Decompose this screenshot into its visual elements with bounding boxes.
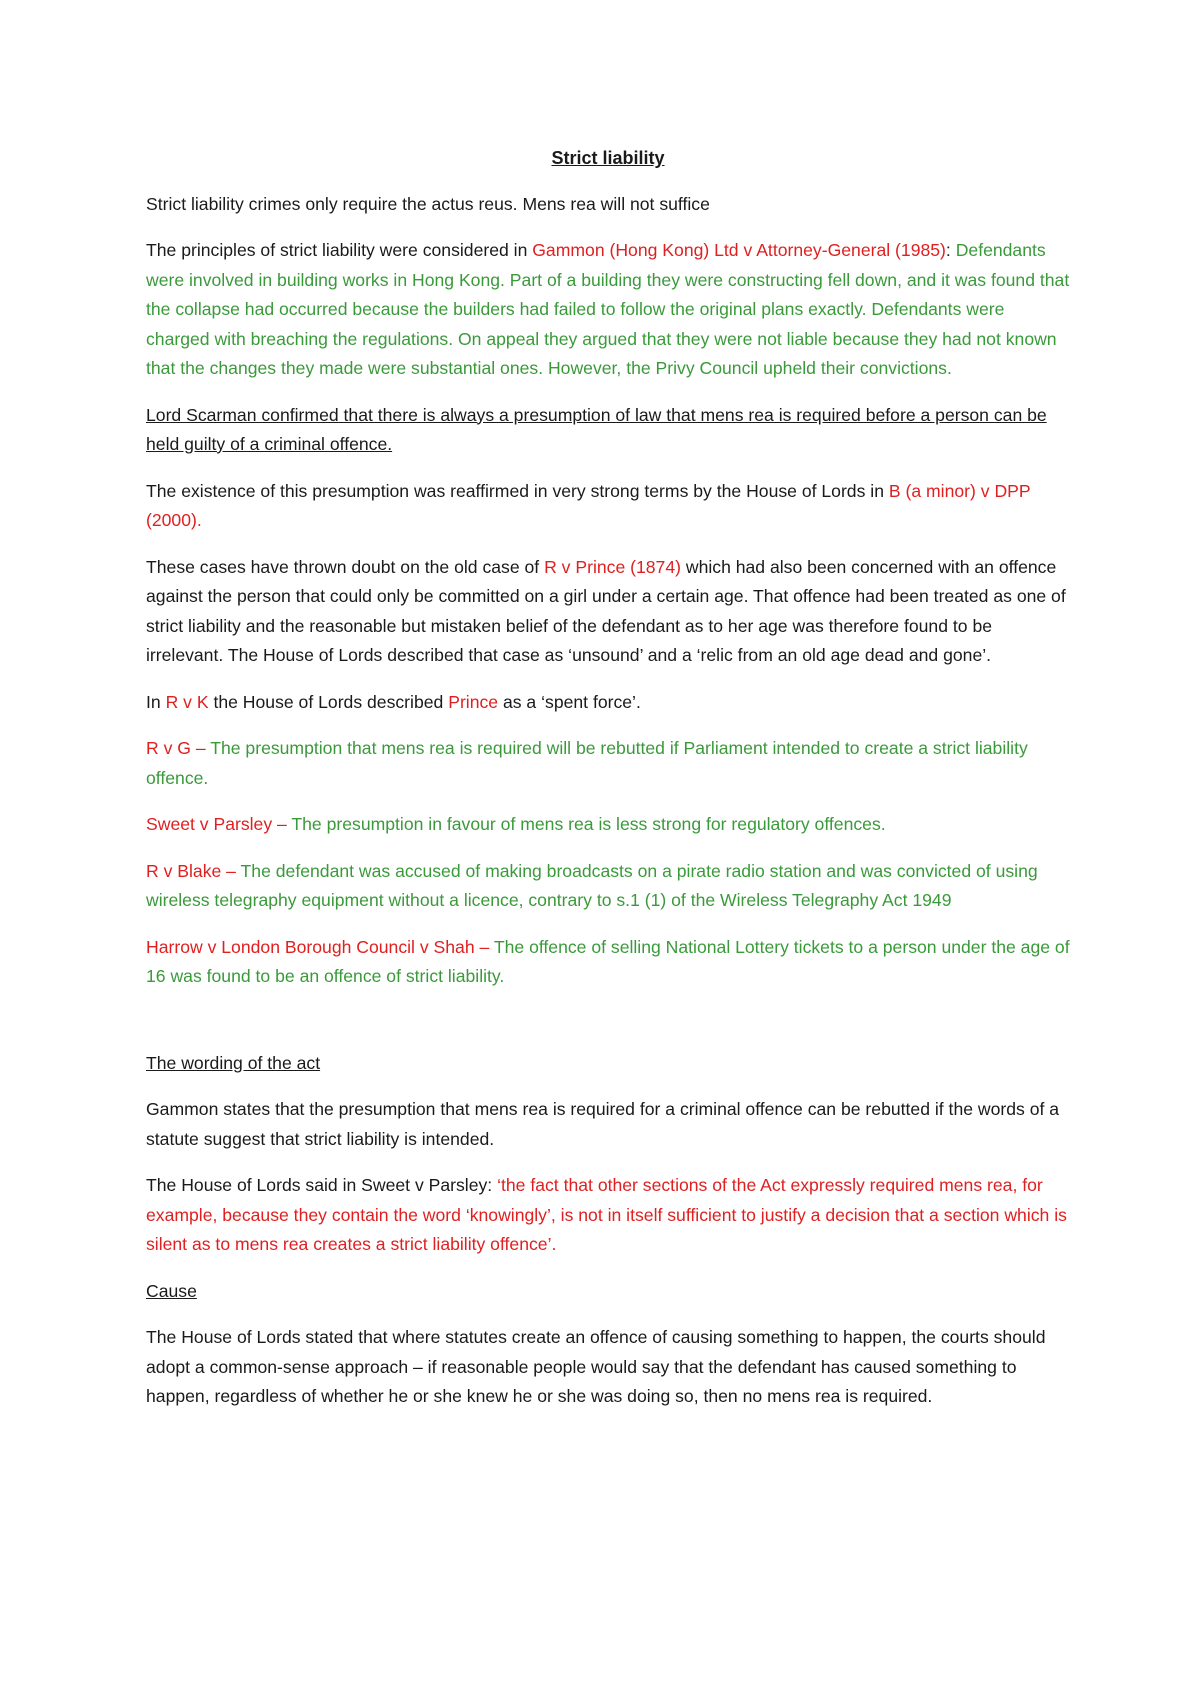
rvk-paragraph [146, 688, 1070, 718]
rvk-lead: In [146, 691, 166, 712]
presumption-lead: The existence of this presumption was reaffirmed in very strong terms by the House of Lords in [146, 480, 889, 501]
rvg-text: The presumption that mens rea is required will be rebutted if Parliament intended to create a strict liability offence. [146, 738, 1028, 788]
prince-lead: These cases have thrown doubt on the old case of [146, 556, 545, 577]
gammon-case-name: Gammon (Hong Kong) Ltd v Attorney-General (1985) [532, 240, 946, 260]
harrow-paragraph [146, 933, 1070, 992]
harrow-case: Harrow v London Borough Council v Shah – [146, 936, 494, 957]
gammon-facts: Defendants were involved in building works in Hong Kong. Part of a building they were constructing fell down, and it was found that the collapse had occurred because the builders had failed to follow the original plans exactly. Defendants were charged with breaching the regulations. On appeal they argued that they were not liable because they had not known that the changes they made were substantial ones. However, the Privy Council upheld their convictions. [146, 240, 1070, 378]
sweet-text: The presumption in favour of mens rea is less strong for regulatory offences. [291, 814, 886, 834]
gammon-lead: The principles of strict liability were considered in [146, 240, 533, 260]
prince-ref: Prince [448, 691, 499, 712]
presumption-paragraph [146, 477, 1070, 536]
scarman-text: Lord Scarman confirmed that there is always a presumption of law that mens rea is required before a person can be held guilty of a criminal offence. [146, 404, 1047, 454]
prince-paragraph [146, 553, 1070, 671]
intro-paragraph [146, 190, 1070, 220]
rvg-paragraph [146, 734, 1070, 793]
spacer [146, 1009, 1070, 1049]
rvk-case: R v K [165, 691, 209, 712]
rvk-end: as a ‘spent force’. [498, 691, 641, 712]
harrow-text: The offence of selling National Lottery tickets to a person under the age of 16 was found to be an offence of strict liability. [146, 936, 1070, 986]
blake-paragraph [146, 857, 1070, 916]
blake-case: R v Blake – [146, 860, 241, 881]
sweet-quote-paragraph [146, 1171, 1070, 1260]
cause-paragraph: The House of Lords stated that where statutes create an offence of causing something to happen, the courts should adopt a common-sense approach – if reasonable people would say that the defendant has caused something to happen, regardless of whether he or she knew he or she was doing so, then no mens rea is required. [146, 1327, 1046, 1406]
document-title: Strict liability [551, 148, 665, 168]
b-v-dpp-case: B (a minor) v DPP (2000). [146, 480, 1031, 530]
sweet-paragraph [146, 810, 1070, 840]
scarman-paragraph [146, 401, 1070, 460]
rvg-case: R v G – [146, 738, 211, 758]
gammon-colon: : [945, 240, 951, 260]
wording-paragraph: Gammon states that the presumption that mens rea is required for a criminal offence can be rebutted if the words of a statute suggest that strict liability is intended. [146, 1099, 1060, 1149]
cause-heading: Cause [146, 1280, 197, 1301]
sweet-quote-lead: The House of Lords said in Sweet v Parsley: [146, 1175, 498, 1195]
prince-text: which had also been concerned with an offence against the person that could only be committed on a girl under a certain age. That offence had been treated as one of strict liability and the reasonable but mistaken belief of the defendant as to her age was therefore found to be irrelevant. The House of Lords described that case as ‘unsound’ and a ‘relic from an old age dead and gone’. [146, 556, 1066, 665]
sweet-quote: ‘the fact that other sections of the Act expressly required mens rea, for example, because they contain the word ‘knowingly’, is not in itself sufficient to justify a decision that a section which is silent as to mens rea creates a strict liability offence’. [146, 1175, 1067, 1254]
prince-case: R v Prince (1874) [544, 556, 681, 577]
sweet-case: Sweet v Parsley – [146, 814, 292, 834]
blake-text: The defendant was accused of making broadcasts on a pirate radio station and was convicted of using wireless telegraphy equipment without a licence, contrary to s.1 (1) of the Wireless Telegraphy Act 1949 [146, 860, 1038, 910]
intro-text: Strict liability crimes only require the actus reus. Mens rea will not suffice [146, 193, 710, 214]
wording-heading: The wording of the act [146, 1052, 321, 1073]
rvk-mid: the House of Lords described [208, 691, 449, 712]
gammon-paragraph [146, 236, 1070, 384]
